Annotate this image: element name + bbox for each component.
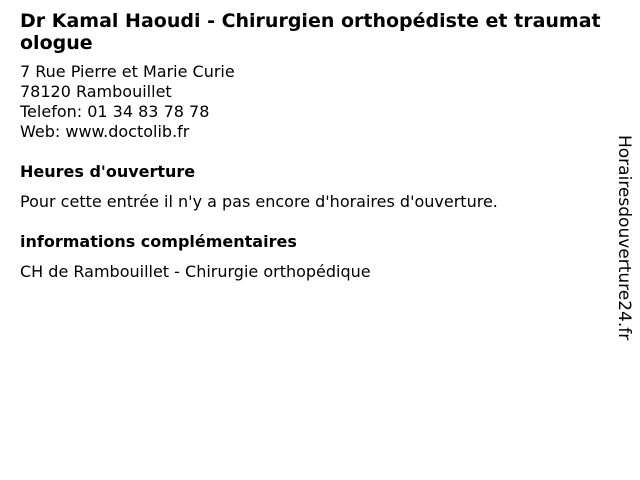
additional-info-heading: informations complémentaires: [20, 232, 297, 251]
website-link[interactable]: Web: www.doctolib.fr: [20, 122, 190, 141]
street-address: 7 Rue Pierre et Marie Curie: [20, 62, 235, 81]
listing-card: [20, 10, 610, 302]
additional-info-text: CH de Rambouillet - Chirurgie orthopédique: [20, 262, 371, 281]
page-title: Dr Kamal Haoudi - Chirurgien orthopédiste et traumatologue: [20, 10, 601, 54]
opening-hours-heading: Heures d'ouverture: [20, 162, 196, 181]
city-postcode: 78120 Rambouillet: [20, 82, 172, 101]
phone-number: Telefon: 01 34 83 78 78: [20, 102, 210, 121]
site-brand-watermark: Horairesdouverture24.fr: [614, 135, 634, 341]
opening-hours-text: Pour cette entrée il n'y a pas encore d'horaires d'ouverture.: [20, 192, 498, 211]
address-block: [20, 62, 610, 142]
